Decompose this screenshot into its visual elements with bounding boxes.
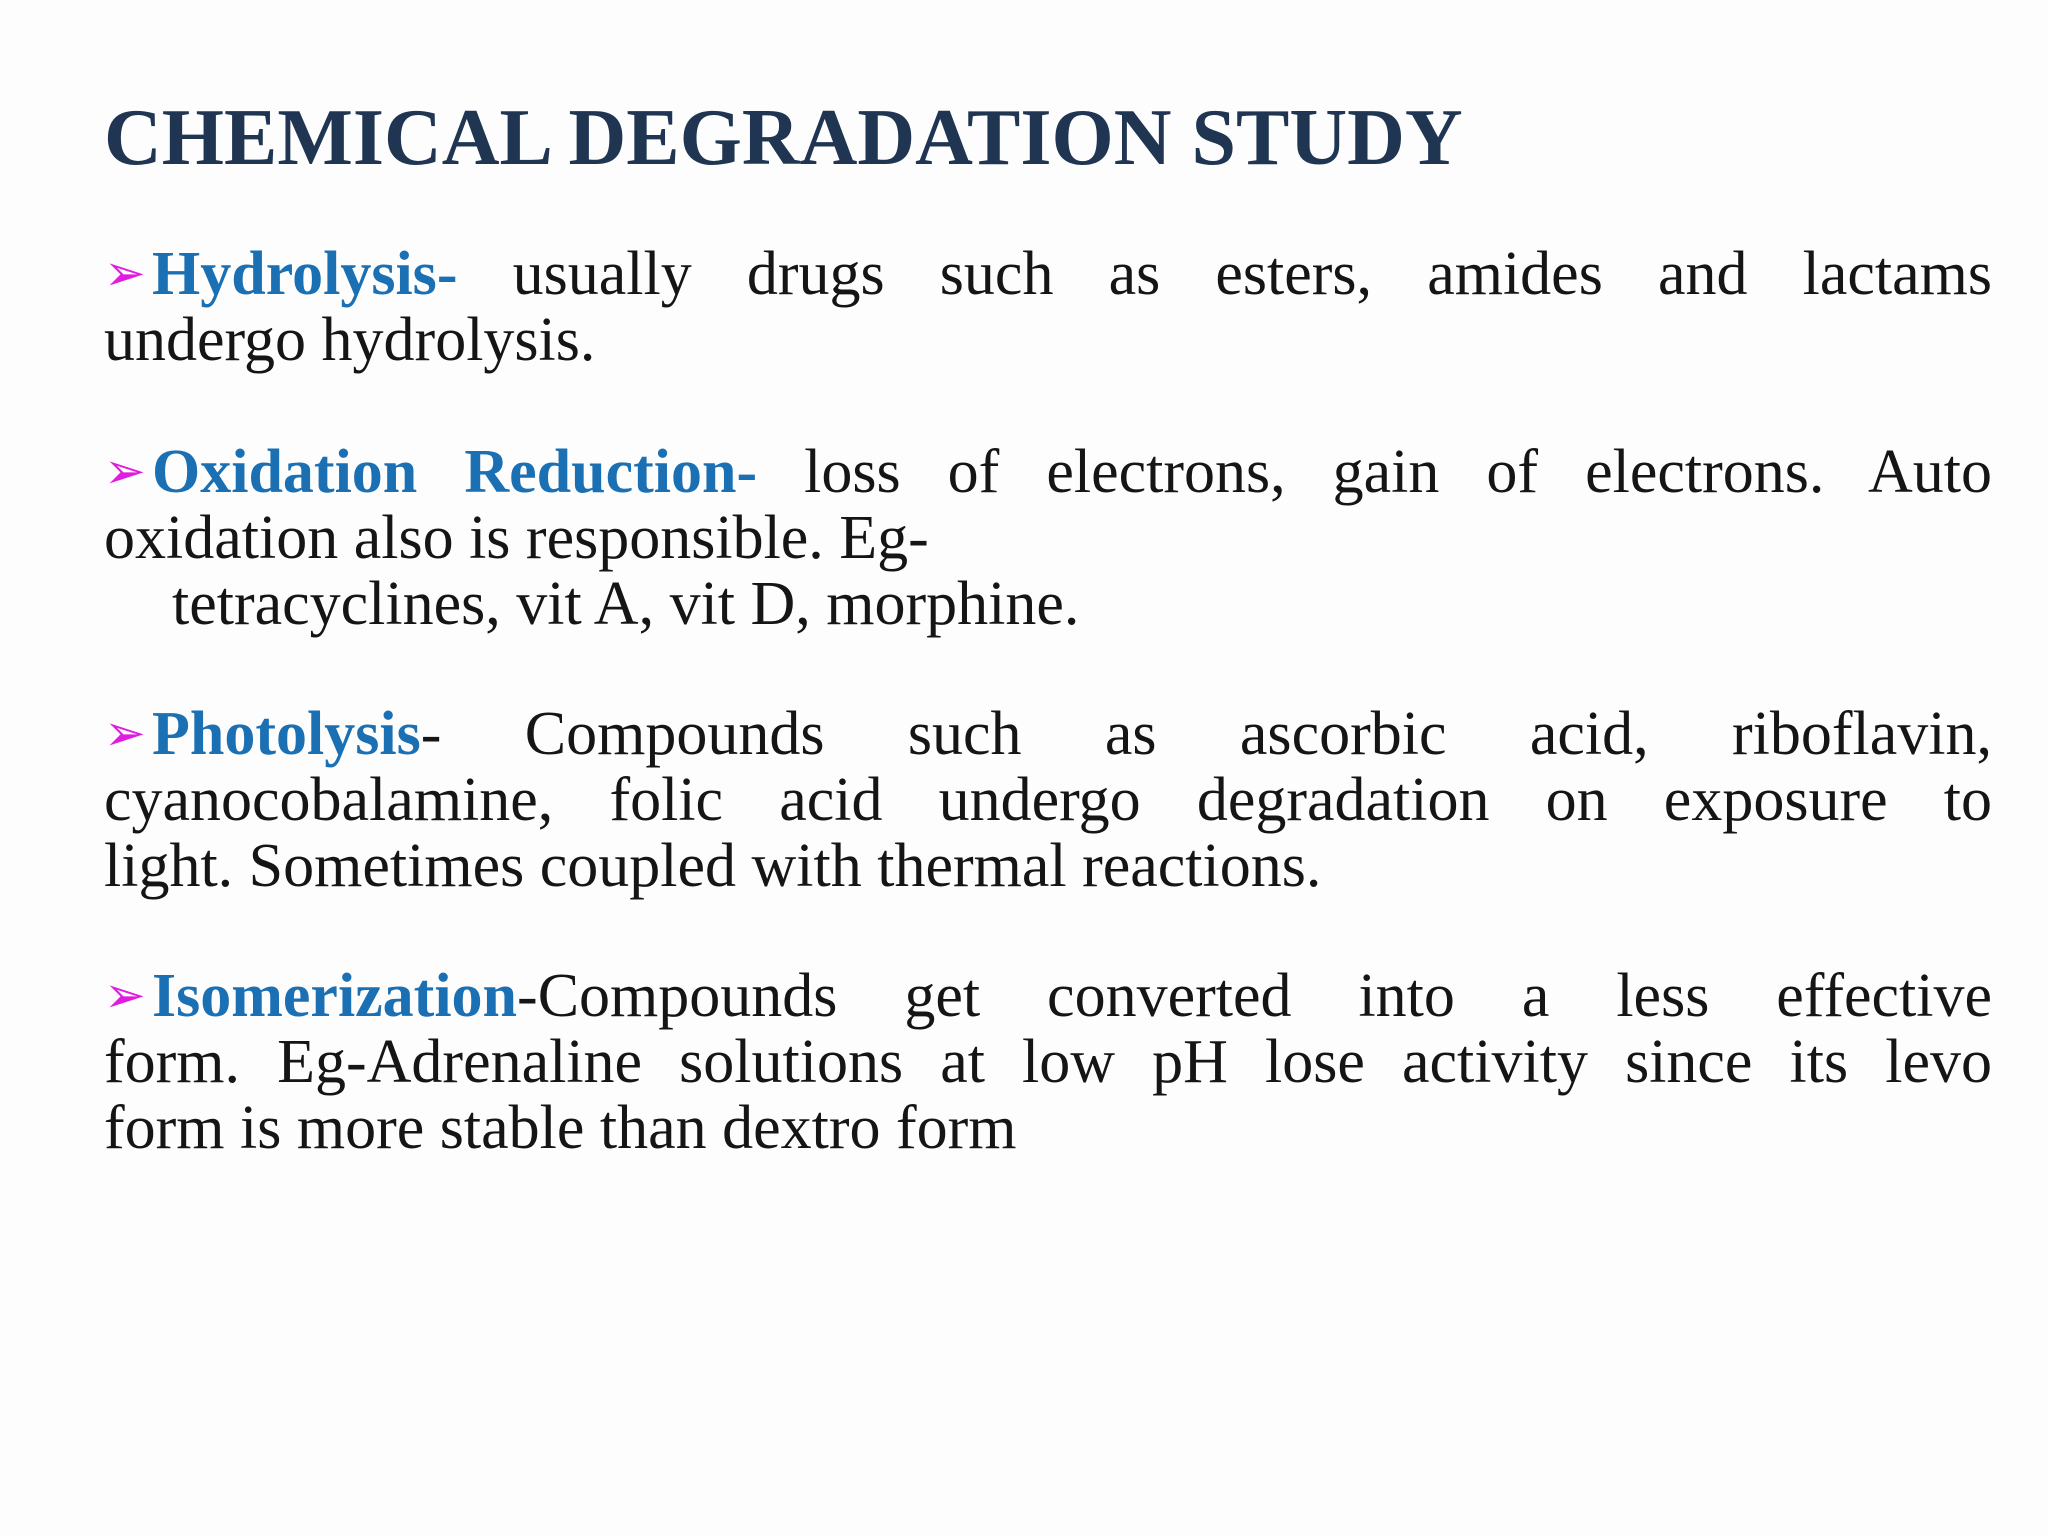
- bullet-oxidation-reduction: [104, 438, 1992, 637]
- arrow-right-icon: ➢: [104, 704, 146, 762]
- bullet-text: -Compounds get converted into a less effective: [517, 962, 1992, 1030]
- bullet-line: [104, 438, 1992, 505]
- bullet-term: Photolysis: [152, 700, 421, 768]
- bullet-line: undergo hydrolysis.: [104, 306, 596, 374]
- bullet-line: tetracyclines, vit A, vit D, morphine.: [172, 570, 1080, 638]
- arrow-right-icon: ➢: [104, 442, 146, 500]
- bullet-term: Hydrolysis-: [152, 240, 458, 308]
- arrow-right-icon: ➢: [104, 244, 146, 302]
- arrow-right-icon: ➢: [104, 966, 146, 1024]
- bullet-term: Oxidation Reduction-: [152, 438, 758, 506]
- bullet-photolysis: [104, 700, 1992, 899]
- bullet-text: - Compounds such as ascorbic acid, riboflavin,: [420, 700, 1992, 768]
- bullet-line: cyanocobalamine, folic acid undergo degradation on exposure to: [104, 766, 1992, 834]
- bullet-line: form is more stable than dextro form: [104, 1094, 1017, 1162]
- bullet-term: Isomerization: [152, 962, 518, 1030]
- bullet-line: light. Sometimes coupled with thermal reactions.: [104, 832, 1322, 900]
- bullet-line: form. Eg-Adrenaline solutions at low pH lose activity since its levo: [104, 1028, 1992, 1096]
- slide-title: CHEMICAL DEGRADATION STUDY: [104, 94, 1463, 182]
- bullet-isomerization: [104, 962, 1992, 1161]
- bullet-line: oxidation also is responsible. Eg-: [104, 504, 929, 572]
- bullet-hydrolysis: [104, 240, 1992, 373]
- bullet-text: usually drugs such as esters, amides and lactams: [512, 240, 1993, 308]
- bullet-line: [104, 700, 1992, 767]
- bullet-line: [104, 962, 1992, 1029]
- bullet-line: [104, 240, 1992, 307]
- bullet-text: loss of electrons, gain of electrons. Auto: [804, 438, 1992, 506]
